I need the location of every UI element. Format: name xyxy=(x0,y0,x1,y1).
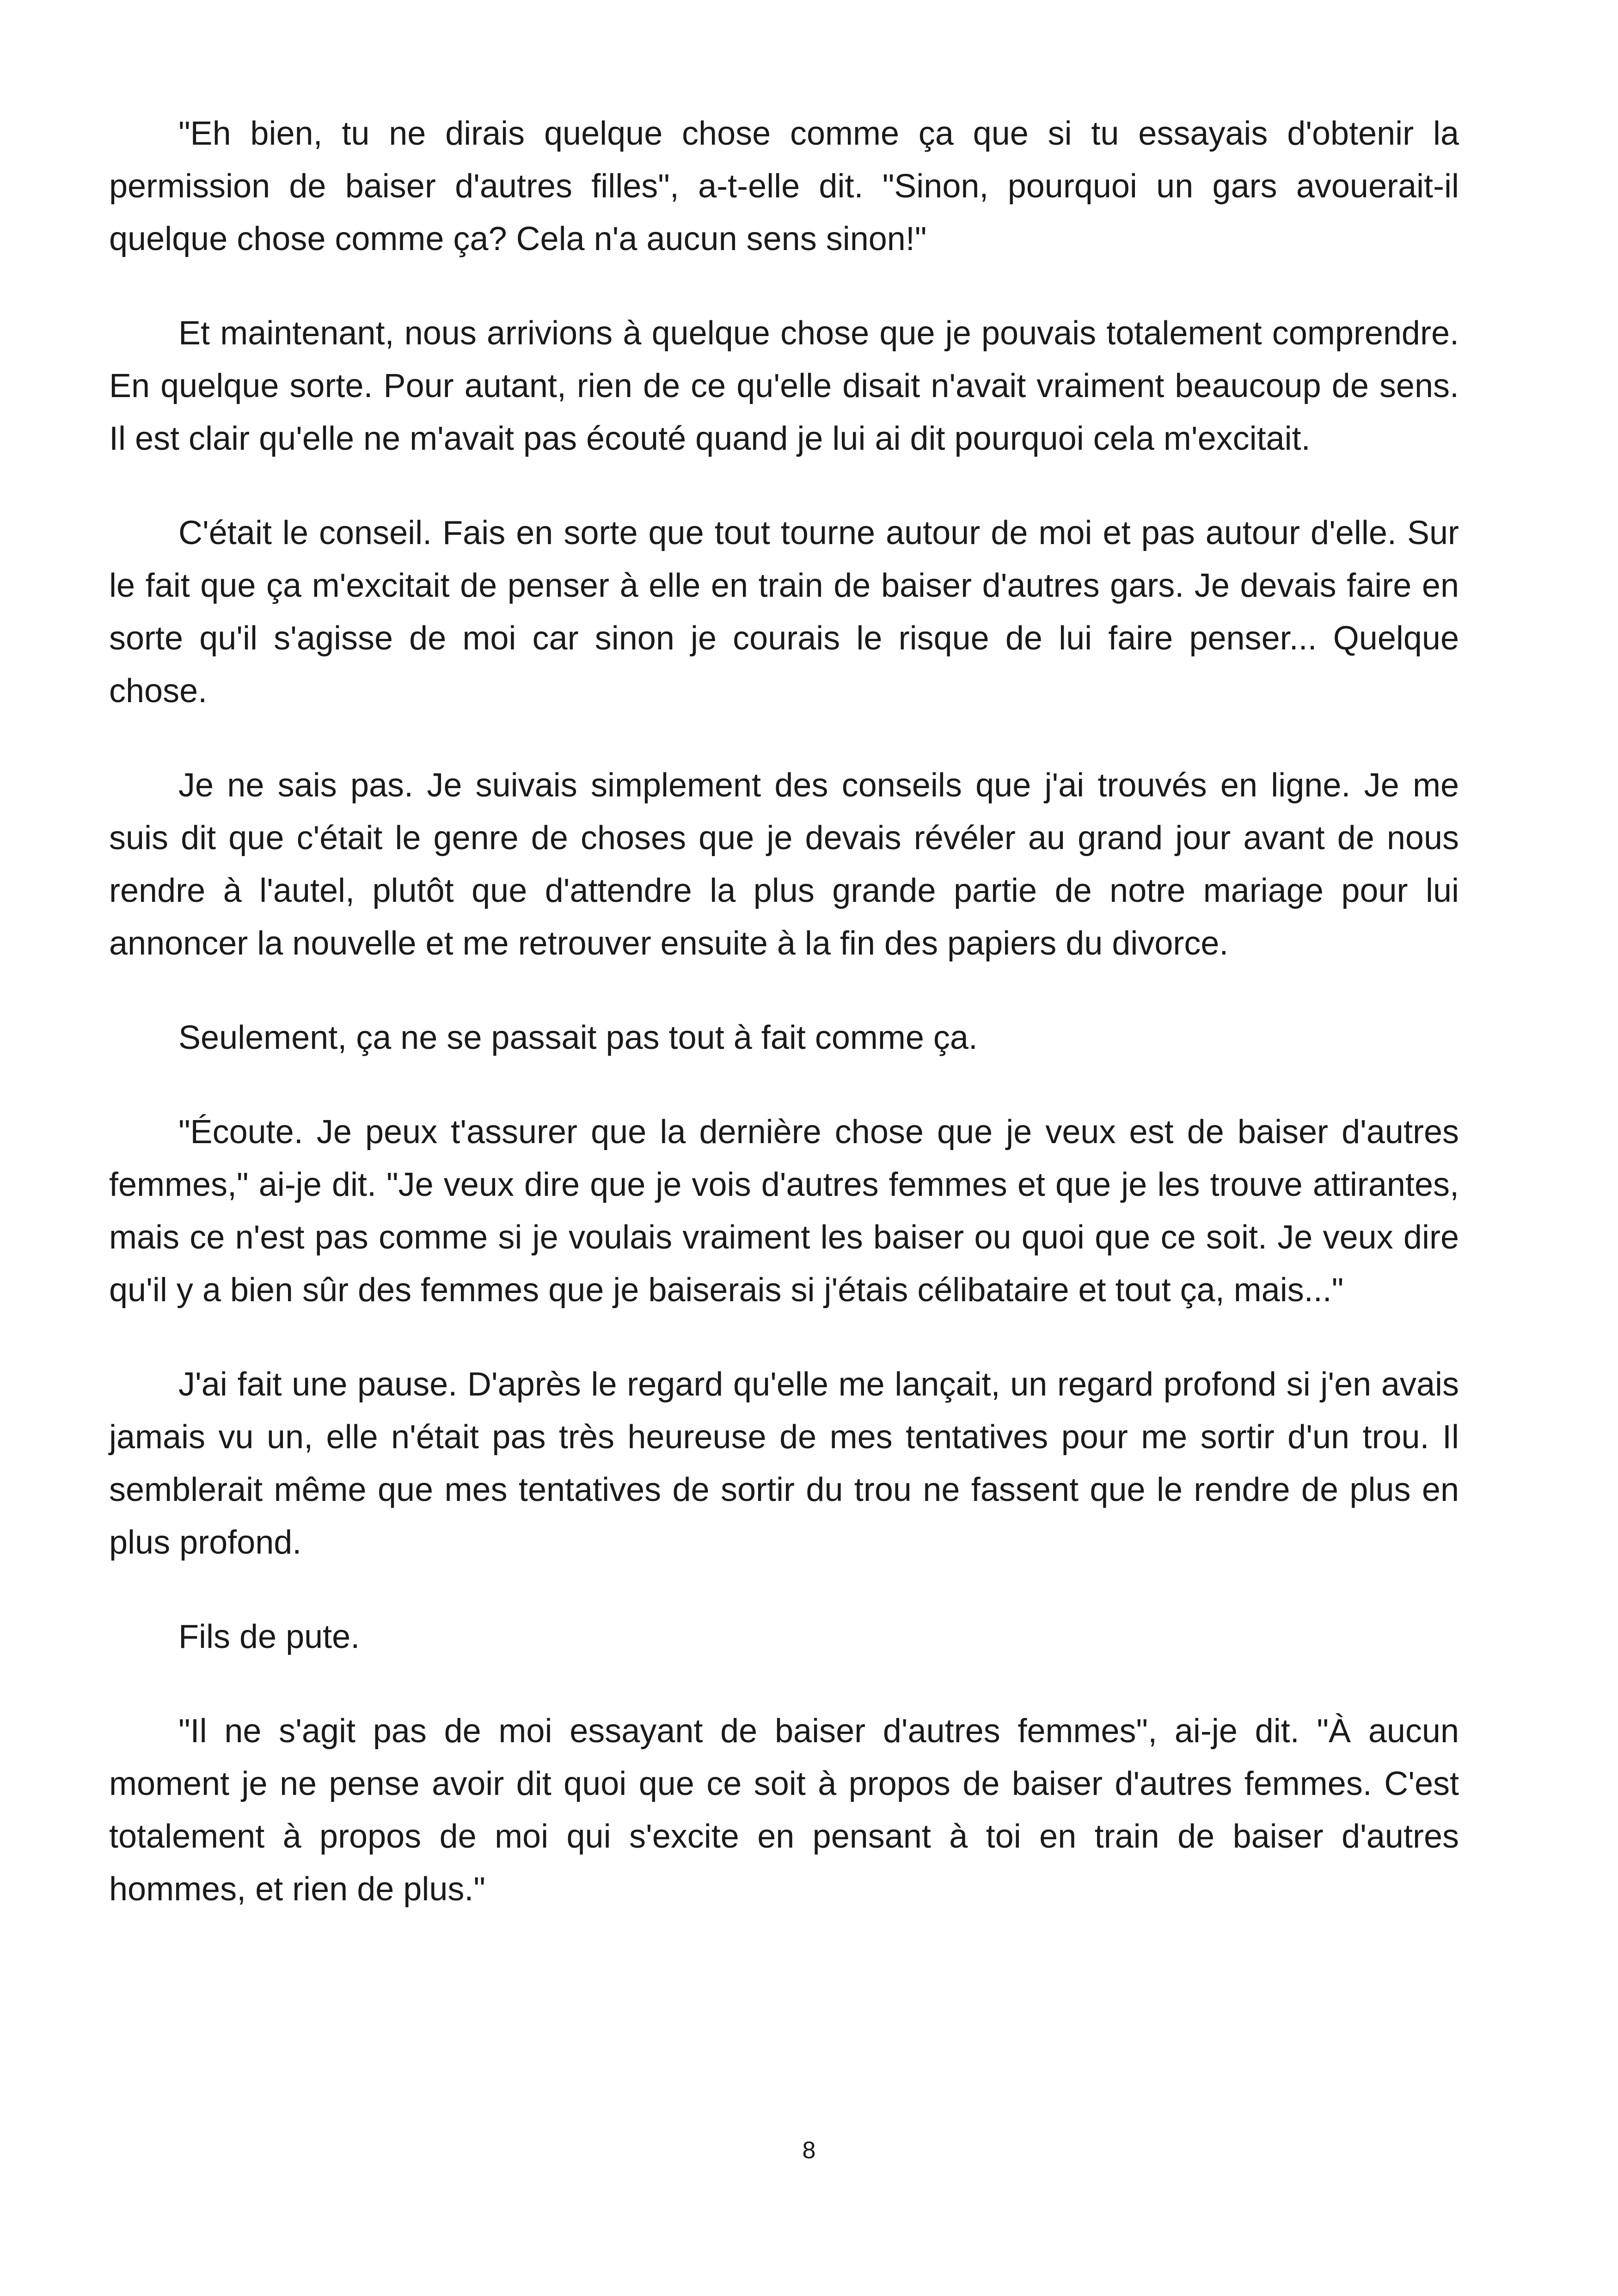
paragraph-8: Fils de pute. xyxy=(178,1618,360,1655)
paragraph-2: Et maintenant, nous arrivions à quelque chose que je pouvais totalement comprendre. En quelque sorte. Pour autant, rien de ce qu'elle disait n'avait vraiment beaucoup de sens. Il est clair qu'elle ne m'avait pas écouté quand je lui ai dit pourquoi cela m'excitait. xyxy=(109,315,1459,457)
body-text xyxy=(109,107,1459,1957)
paragraph-3: C'était le conseil. Fais en sorte que tout tourne autour de moi et pas autour d'elle. Sur le fait que ça m'excitait de penser à elle en train de baiser d'autres gars. Je devais faire en sorte qu'il s'agisse de moi car sinon je courais le risque de lui faire penser... Quelque chose. xyxy=(109,514,1459,710)
paragraph-6: "Écoute. Je peux t'assurer que la dernière chose que je veux est de baiser d'autres femmes," ai-je dit. "Je veux dire que je vois d'autres femmes et que je les trouve attirantes, mais ce n'est pas comme si je voulais vraiment les baiser ou quoi que ce soit. Je veux dire qu'il y a bien sûr des femmes que je baiserais si j'étais célibataire et tout ça, mais..." xyxy=(109,1114,1459,1309)
paragraph-9: "Il ne s'agit pas de moi essayant de baiser d'autres femmes", ai-je dit. "À aucun moment je ne pense avoir dit quoi que ce soit à propos de baiser d'autres femmes. C'est totalement à propos de moi qui s'excite en pensant à toi en train de baiser d'autres hommes, et rien de plus." xyxy=(109,1713,1459,1908)
paragraph-5: Seulement, ça ne se passait pas tout à fait comme ça. xyxy=(178,1019,978,1056)
paragraph-4: Je ne sais pas. Je suivais simplement des conseils que j'ai trouvés en ligne. Je me suis dit que c'était le genre de choses que je devais révéler au grand jour avant de nous rendre à l'autel, plutôt que d'attendre la plus grande partie de notre mariage pour lui annoncer la nouvelle et me retrouver ensuite à la fin des papiers du divorce. xyxy=(109,767,1459,962)
page-number: 8 xyxy=(802,2137,816,2164)
paragraph-7: J'ai fait une pause. D'après le regard qu'elle me lançait, un regard profond si j'en avais jamais vu un, elle n'était pas très heureuse de mes tentatives pour me sortir d'un trou. Il semblerait même que mes tentatives de sortir du trou ne fassent que le rendre de plus en plus profond. xyxy=(109,1366,1459,1561)
paragraph-1: "Eh bien, tu ne dirais quelque chose comme ça que si tu essayais d'obtenir la permission de baiser d'autres filles", a-t-elle dit. "Sinon, pourquoi un gars avouerait-il quelque chose comme ça? Cela n'a aucun sens sinon!" xyxy=(109,115,1459,257)
